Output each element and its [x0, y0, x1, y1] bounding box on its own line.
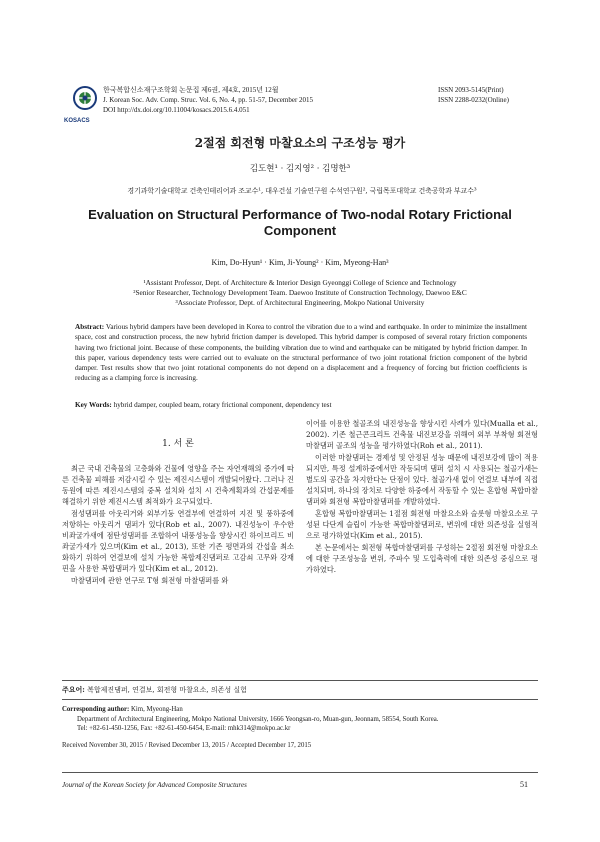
footnote-divider — [62, 699, 538, 700]
body-column-left — [62, 463, 294, 587]
journal-logo-icon — [72, 84, 98, 118]
paragraph: 점성댐퍼를 아웃리거와 외부기둥 연결부에 연결하여 지진 및 풍하중에 저항하는 아웃리거 댐퍼가 있다(Rob et al., 2007). 내진성능이 우수한 비좌굴가새에 점탄성댐퍼를 조합하여 내풍성능을 향상시킨 하이브리드 비좌굴가새가 있으며(Kim et al., 2013), 또한 기존 평면과의 간섭을 최소화하기 위하여 연결보에 설치 가능한 복합제진댐퍼로 고감쇠 고무와 강재핀을 사용한 복합댐퍼가 있다(Kim et al., 2012). — [62, 509, 294, 573]
affiliations-en — [60, 278, 540, 308]
keywords-kr-text: 복합제진댐퍼, 연결보, 회전형 마찰요소, 의존성 실험 — [87, 686, 247, 694]
paragraph: 최근 국내 건축물의 고층화와 건물에 영향을 주는 자연재해의 증가에 따른 건축물 피해를 저감시킬 수 있는 제진시스템이 개발되어왔다. 그러나 진동원에 따른 제진시스템의 중복 설치와 설치 시 건축계획과의 간섭문제를 해결하기 위한 제진시스템 최적화가 요구되었다. — [62, 464, 294, 506]
abstract-text: Various hybrid dampers have been developed in Korea to control the vibration due to a wind and earthquake. In order to minimize the installment space, cost and construction process, the new hybrid friction damper is developed. This hybrid damper is composed of several rotary friction components having two frictional joint. Because of these components, the building vibration due to wind and earthquake can be mitigated by hybrid friction damper. In this paper, various dependency tests were carried out to evaluate on the structural performance of two joint rotational friction component of the hybrid damper. Test results show that two joint rotational components do not depend on a displacement and a frequency of forcing but friction coefficients is reducing as a clamping force is increasing. — [75, 323, 528, 383]
header-issn-print: ISSN 2093-5145(Print) — [438, 86, 504, 94]
journal-footer: Journal of the Korean Society for Advanced Composite Structures — [62, 781, 247, 789]
keywords-text: hybrid damper, coupled beam, rotary frictional component, dependency test — [113, 401, 332, 409]
corresponding-label: Corresponding author: — [62, 706, 130, 713]
paper-title-kr: 2절점 회전형 마찰요소의 구조성능 평가 — [194, 136, 406, 150]
abstract — [75, 322, 527, 384]
paragraph: 마찰댐퍼에 관한 연구로 T형 회전형 마찰댐퍼를 와 — [71, 576, 229, 585]
keywords — [75, 401, 527, 409]
corresponding-contact: Tel: +82-61-450-1256, Fax: +82-61-450-6454, E-mail: mhk314@mokpo.ac.kr — [77, 725, 291, 732]
affiliation-en-1: ¹Assistant Professor, Dept. of Architecture & Interior Design Gyeonggi College of Science and Technology — [143, 278, 457, 287]
section-heading-intro: 1. 서 론 — [162, 439, 194, 449]
paragraph: 혼합형 복합마찰댐퍼는 1절점 회전형 마찰요소와 슬롯형 마찰요소로 구성된 다단계 슬립이 가능한 복합마찰댐퍼로, 변위에 대한 의존성을 실험적으로 평가하였다(Kim et al., 2015). — [306, 509, 538, 540]
affiliation-en-2: ²Senior Researcher, Technology Development Team. Daewoo Institute of Construction Technology, Daewoo E&C — [133, 288, 467, 297]
affiliation-en-3: ³Associate Professor, Dept. of Architectural Engineering, Mokpo National University — [175, 298, 425, 307]
header-issn-online: ISSN 2288-0232(Online) — [438, 96, 509, 104]
body-column-right — [306, 418, 538, 576]
keywords-kr-label: 주요어: — [62, 685, 85, 694]
keywords-label: Key Words: — [75, 401, 112, 409]
paragraph: 이러한 마찰댐퍼는 경제성 및 안정된 성능 때문에 내진보강에 많이 적용되지만, 특정 설계하중에서만 작동되며 댐퍼 설치 시 사용되는 철골가새는 별도의 공간을 차지한다는 단점이 있다. 철골가새 없이 연결보 내부에 직접 설치되며, 하나의 장치로 다양한 하중에서 작동할 수 있는 혼합형 복합마찰댐퍼와 회전형 복합마찰댐퍼를 개발하였다. — [306, 453, 538, 506]
header-doi[interactable]: DOI http://dx.doi.org/10.11004/kosacs.2015.6.4.051 — [103, 106, 250, 114]
paragraph: 본 논문에서는 회전형 복합마찰댐퍼를 구성하는 2절점 회전형 마찰요소에 대한 구조성능을 변위, 주파수 및 도입축력에 대한 의존성 중심으로 평가하였다. — [306, 543, 538, 574]
paragraph: 이어를 이용한 철골조의 내진성능을 향상시킨 사례가 있다(Mualla et al., 2002). 기존 철근콘크리트 건축물 내진보강을 위해여 외부 부착형 회전형 마찰댐퍼 골조의 성능을 평가하였다(Roh et al., 2011). — [306, 419, 538, 450]
authors-kr: 김도현¹ · 김지영² · 김명한³ — [249, 164, 351, 174]
corresponding-author — [62, 705, 537, 734]
journal-logo-text: KOSACS — [64, 118, 90, 124]
paper-title-en: Evaluation on Structural Performance of Two-nodal Rotary Frictional Component — [88, 207, 512, 238]
corresponding-name: Kim, Myeong-Han — [131, 706, 183, 713]
header-journal-en: J. Korean Soc. Adv. Comp. Struc. Vol. 6, No. 4, pp. 51-57, December 2015 — [103, 96, 314, 104]
keywords-kr — [62, 685, 247, 695]
page-number: 51 — [520, 780, 528, 789]
footnote-divider — [62, 680, 538, 681]
received-dates: Received November 30, 2015 / Revised December 13, 2015 / Accepted December 17, 2015 — [62, 742, 312, 749]
footer-divider — [62, 772, 538, 773]
abstract-label: Abstract: — [75, 323, 105, 331]
authors-en: Kim, Do-Hyun¹ · Kim, Ji-Young² · Kim, Myeong-Han³ — [211, 258, 389, 267]
corresponding-address: Department of Architectural Engineering, Mokpo National University, 1666 Yeongsan-ro, Muan-gun, Jeonnam, 58554, South Korea. — [77, 715, 439, 723]
affiliation-kr: 경기과학기술대학교 건축인테리어과 조교수¹, 대우건설 기술연구원 수석연구원², 국립목포대학교 건축공학과 부교수³ — [127, 187, 477, 195]
header-journal-kr: 한국복합신소재구조학회 논문집 제6권, 제4호, 2015년 12월 — [103, 86, 279, 94]
